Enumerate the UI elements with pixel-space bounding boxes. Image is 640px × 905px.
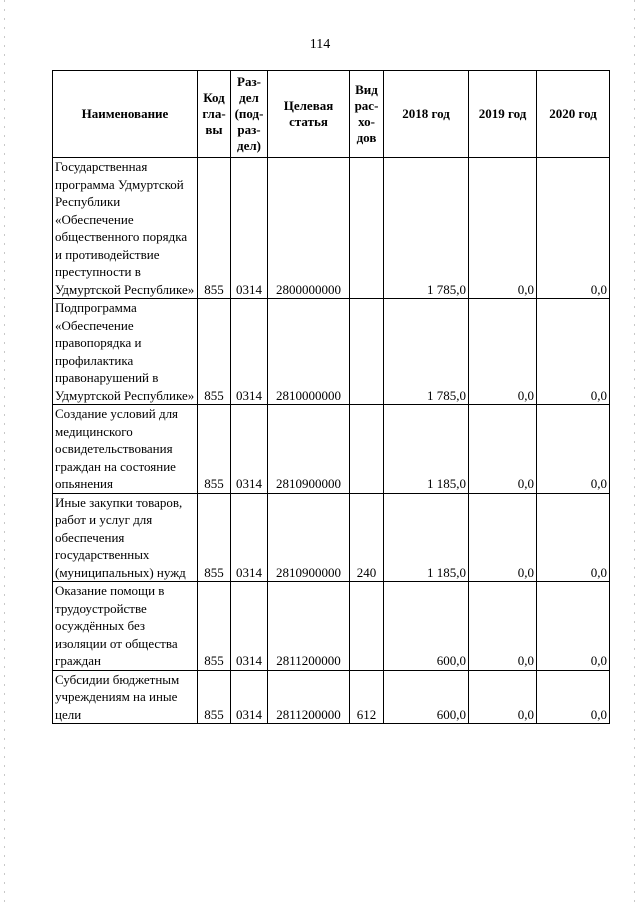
cell-expense	[350, 582, 384, 671]
table-row	[53, 299, 610, 405]
cell-section: 0314	[231, 405, 268, 494]
scan-edge-right	[634, 0, 635, 905]
cell-section: 0314	[231, 670, 268, 724]
cell-chapter: 855	[198, 493, 231, 582]
header-2018: 2018 год	[384, 71, 469, 158]
cell-2018: 1 185,0	[384, 405, 469, 494]
cell-2020: 0,0	[537, 493, 610, 582]
cell-target: 2811200000	[268, 670, 350, 724]
cell-name: Создание условий для медицинского освидетельствования граждан на состояние опьянения	[53, 405, 198, 494]
cell-2020: 0,0	[537, 405, 610, 494]
header-2020: 2020 год	[537, 71, 610, 158]
cell-2019: 0,0	[469, 582, 537, 671]
cell-section: 0314	[231, 158, 268, 299]
header-target-article: Целевая статья	[268, 71, 350, 158]
table-row	[53, 405, 610, 494]
cell-2018: 1 785,0	[384, 158, 469, 299]
cell-name: Оказание помощи в трудоустройстве осуждённых без изоляции от общества граждан	[53, 582, 198, 671]
cell-name: Государственная программа Удмуртской Республики «Обеспечение общественного порядка и противодействие преступности в Удмуртской Республике»	[53, 158, 198, 299]
table-row	[53, 582, 610, 671]
cell-2019: 0,0	[469, 670, 537, 724]
cell-target: 2811200000	[268, 582, 350, 671]
cell-section: 0314	[231, 493, 268, 582]
cell-section: 0314	[231, 582, 268, 671]
page-number: 114	[309, 37, 331, 52]
cell-chapter: 855	[198, 405, 231, 494]
header-2019: 2019 год	[469, 71, 537, 158]
scan-edge-left	[4, 0, 5, 905]
cell-2018: 1 185,0	[384, 493, 469, 582]
budget-table	[52, 70, 610, 724]
cell-target: 2800000000	[268, 158, 350, 299]
cell-2019: 0,0	[469, 405, 537, 494]
cell-2020: 0,0	[537, 158, 610, 299]
table-row	[53, 158, 610, 299]
cell-target: 2810900000	[268, 405, 350, 494]
cell-chapter: 855	[198, 158, 231, 299]
cell-chapter: 855	[198, 299, 231, 405]
cell-2020: 0,0	[537, 582, 610, 671]
cell-2019: 0,0	[469, 299, 537, 405]
header-name: Наименование	[53, 71, 198, 158]
cell-2019: 0,0	[469, 158, 537, 299]
cell-name: Подпрограмма «Обеспечение правопорядка и профилактика правонарушений в Удмуртской Республике»	[53, 299, 198, 405]
table-row	[53, 493, 610, 582]
cell-expense	[350, 299, 384, 405]
cell-name: Субсидии бюджетным учреждениям на иные цели	[53, 670, 198, 724]
cell-chapter: 855	[198, 582, 231, 671]
cell-name: Иные закупки товаров, работ и услуг для обеспечения государственных (муниципальных) нужд	[53, 493, 198, 582]
cell-section: 0314	[231, 299, 268, 405]
cell-2018: 1 785,0	[384, 299, 469, 405]
cell-chapter: 855	[198, 670, 231, 724]
header-section: Раз-дел (под-раз-дел)	[231, 71, 268, 158]
cell-2018: 600,0	[384, 582, 469, 671]
cell-2020: 0,0	[537, 299, 610, 405]
cell-expense	[350, 405, 384, 494]
cell-target: 2810000000	[268, 299, 350, 405]
cell-2019: 0,0	[469, 493, 537, 582]
table-row	[53, 670, 610, 724]
header-expense-type: Вид рас-хо-дов	[350, 71, 384, 158]
cell-expense: 240	[350, 493, 384, 582]
cell-expense: 612	[350, 670, 384, 724]
cell-expense	[350, 158, 384, 299]
table-header-row	[53, 71, 610, 158]
cell-2020: 0,0	[537, 670, 610, 724]
cell-2018: 600,0	[384, 670, 469, 724]
header-chapter-code: Код гла-вы	[198, 71, 231, 158]
cell-target: 2810900000	[268, 493, 350, 582]
